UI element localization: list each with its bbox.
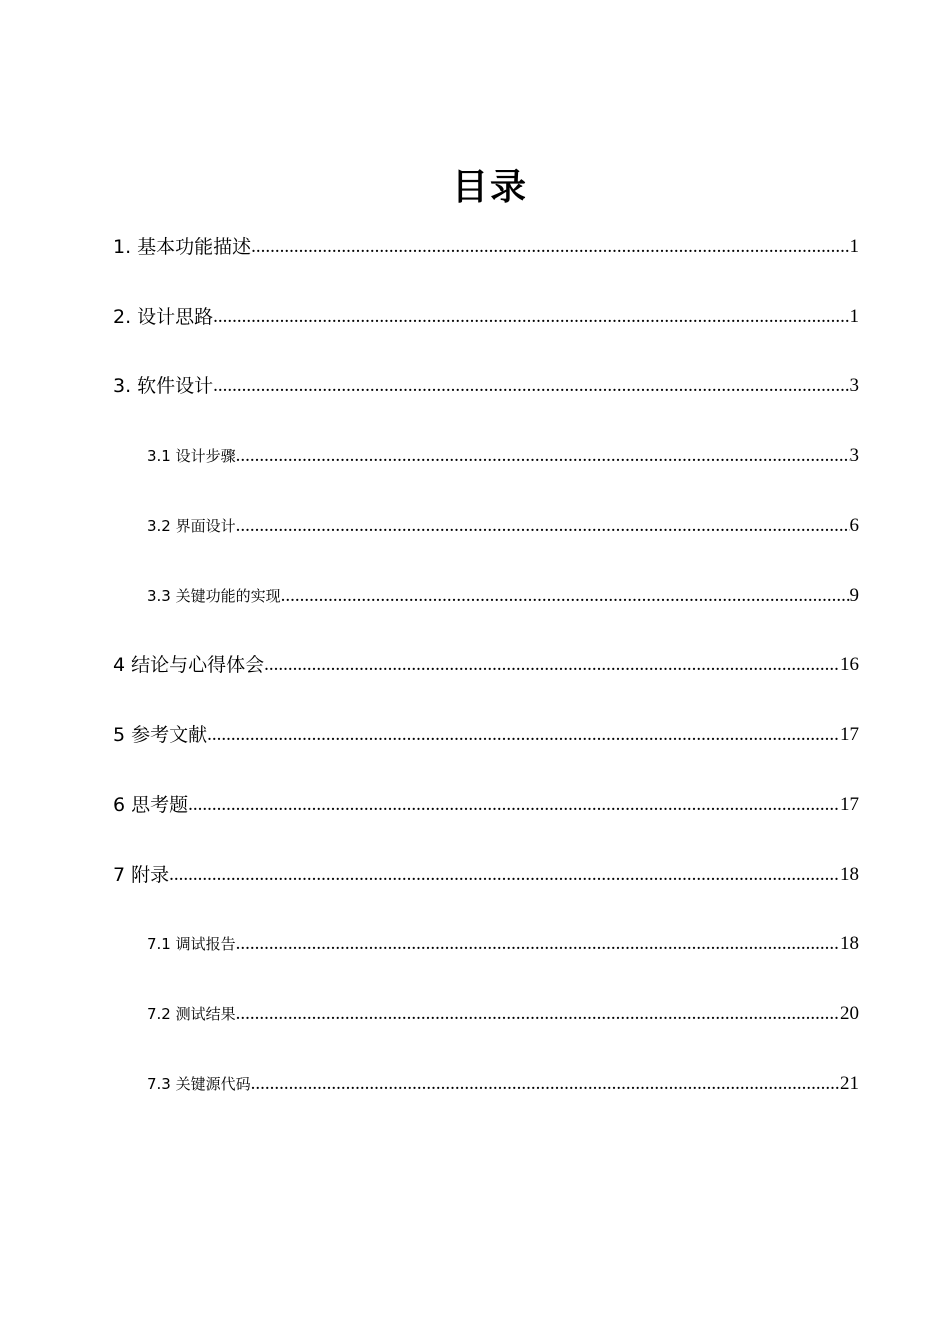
toc-entry-label: 4 结论与心得体会 xyxy=(113,654,265,676)
toc-dot-leader xyxy=(236,514,850,538)
toc-dot-leader xyxy=(281,584,850,608)
toc-subentry[interactable] xyxy=(147,996,859,1026)
toc-dot-leader xyxy=(169,863,840,887)
toc-page-number: 18 xyxy=(840,864,859,885)
toc-title: 目录 xyxy=(451,167,528,208)
toc-page-number: 1 xyxy=(849,306,859,327)
toc-dot-leader xyxy=(207,723,840,747)
toc-subentry[interactable] xyxy=(147,508,859,538)
toc-entry-label: 5 参考文献 xyxy=(113,724,208,746)
toc-entry[interactable] xyxy=(113,299,859,329)
toc-page-number: 17 xyxy=(840,794,859,815)
toc-page-number: 3 xyxy=(849,375,859,396)
toc-entry-label: 7.3 关键源代码 xyxy=(147,1075,251,1093)
toc-subentry[interactable] xyxy=(147,438,859,468)
toc-subentry[interactable] xyxy=(147,1066,859,1096)
toc-dot-leader xyxy=(264,653,840,677)
toc-entry[interactable] xyxy=(113,717,859,747)
toc-entry-label: 6 思考题 xyxy=(113,794,189,816)
toc-entry-label: 7 附录 xyxy=(113,864,170,886)
toc-dot-leader xyxy=(251,235,849,259)
toc-page-number: 17 xyxy=(840,724,859,745)
toc-page-number: 16 xyxy=(840,654,859,675)
toc-dot-leader xyxy=(236,932,840,956)
toc-dot-leader xyxy=(236,1002,840,1026)
toc-dot-leader xyxy=(213,374,849,398)
toc-page-number: 18 xyxy=(840,933,859,954)
toc-subentry[interactable] xyxy=(147,578,859,608)
toc-page-number: 20 xyxy=(840,1003,859,1024)
toc-entry-label: 3.2 界面设计 xyxy=(147,517,236,535)
toc-entry-label: 2. 设计思路 xyxy=(113,306,214,328)
toc-entry[interactable] xyxy=(113,857,859,887)
toc-page-number: 1 xyxy=(849,236,859,257)
toc-page-number: 21 xyxy=(840,1073,859,1094)
toc-entry[interactable] xyxy=(113,368,859,398)
toc-dot-leader xyxy=(213,305,849,329)
toc-entry[interactable] xyxy=(113,647,859,677)
toc-entry-label: 3. 软件设计 xyxy=(113,375,214,397)
toc-entry-label: 7.1 调试报告 xyxy=(147,935,236,953)
toc-entry-label: 3.1 设计步骤 xyxy=(147,447,236,465)
toc-page-number: 9 xyxy=(849,585,859,606)
toc-dot-leader xyxy=(188,793,840,817)
toc-dot-leader xyxy=(236,444,850,468)
toc-dot-leader xyxy=(251,1072,840,1096)
toc-page-number: 6 xyxy=(849,515,859,536)
toc-page-number: 3 xyxy=(849,445,859,466)
toc-subentry[interactable] xyxy=(147,926,859,956)
toc-entry-label: 1. 基本功能描述 xyxy=(113,236,252,258)
toc-entry[interactable] xyxy=(113,787,859,817)
toc-entry-label: 3.3 关键功能的实现 xyxy=(147,587,281,605)
toc-entry-label: 7.2 测试结果 xyxy=(147,1005,236,1023)
toc-entry[interactable] xyxy=(113,229,859,259)
